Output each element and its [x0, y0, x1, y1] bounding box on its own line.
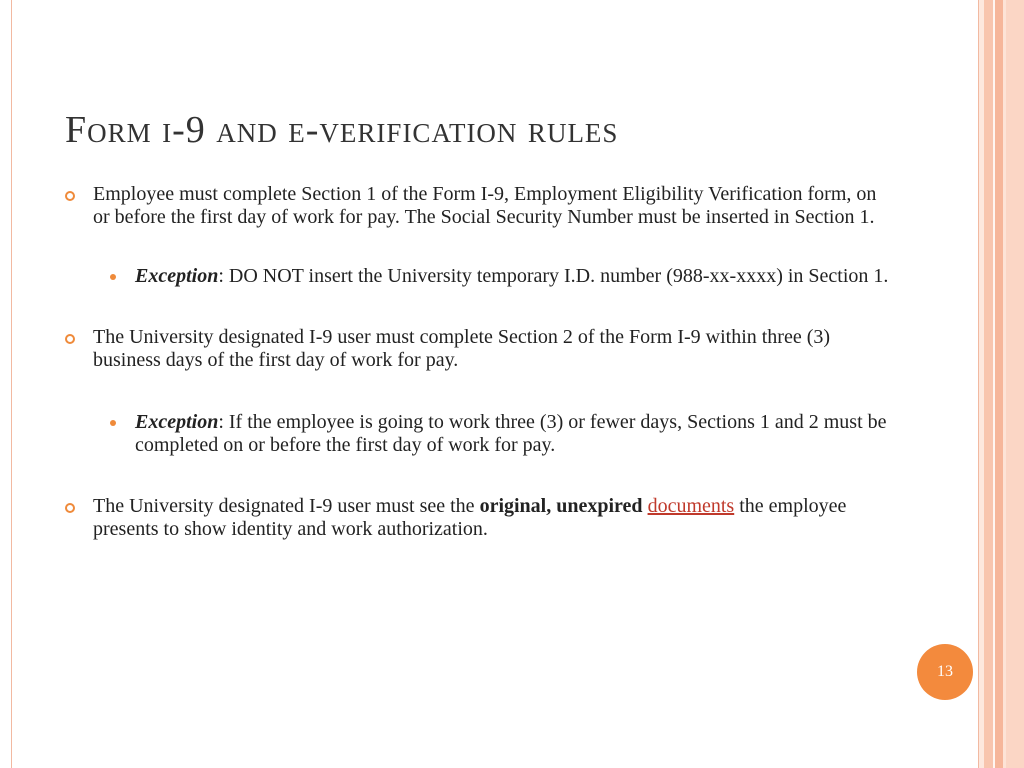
bullet-item [65, 495, 895, 541]
bullet-text: Employee must complete Section 1 of the Form I-9, Employment Eligibility Verification form, on or before the first day of work for pay. The Social Security Number must be inserted in Section 1. [93, 183, 877, 228]
documents-link[interactable]: documents [647, 495, 735, 517]
sub-bullet-text: : DO NOT insert the University temporary I.D. number (988-xx-xxxx) in Section 1. [218, 265, 889, 287]
border-stripe [995, 0, 1003, 768]
circle-bullet-icon [65, 503, 75, 513]
slide-title: Form i-9 and e-verification rules [65, 109, 619, 151]
left-border [0, 0, 12, 768]
bold-text: original, unexpired [479, 495, 643, 517]
exception-label: Exception [135, 411, 219, 433]
border-stripe [1006, 0, 1024, 768]
bullet-text: the employee presents to show identity and work authorization. [93, 495, 847, 540]
bullet-text: The University designated I-9 user must complete Section 2 of the Form I-9 within three (3) business days of the first day of work for pay. [93, 326, 831, 371]
sub-bullet-text: : If the employee is going to work three (3) or fewer days, Sections 1 and 2 must be completed on or before the first day of work for pay. [135, 411, 887, 456]
border-stripe [984, 0, 993, 768]
sub-bullet-item [65, 411, 895, 457]
exception-label: Exception [135, 265, 219, 287]
circle-bullet-icon [65, 334, 75, 344]
circle-bullet-icon [65, 191, 75, 201]
page-number-badge: 13 [917, 644, 973, 700]
slide-body [65, 183, 895, 541]
bullet-item [65, 183, 895, 229]
bullet-item [65, 326, 895, 372]
bullet-text: The University designated I-9 user must see the [93, 495, 480, 517]
dot-bullet-icon [110, 420, 116, 426]
sub-bullet-item [65, 265, 895, 288]
dot-bullet-icon [110, 274, 116, 280]
right-border-stripes [978, 0, 1024, 768]
